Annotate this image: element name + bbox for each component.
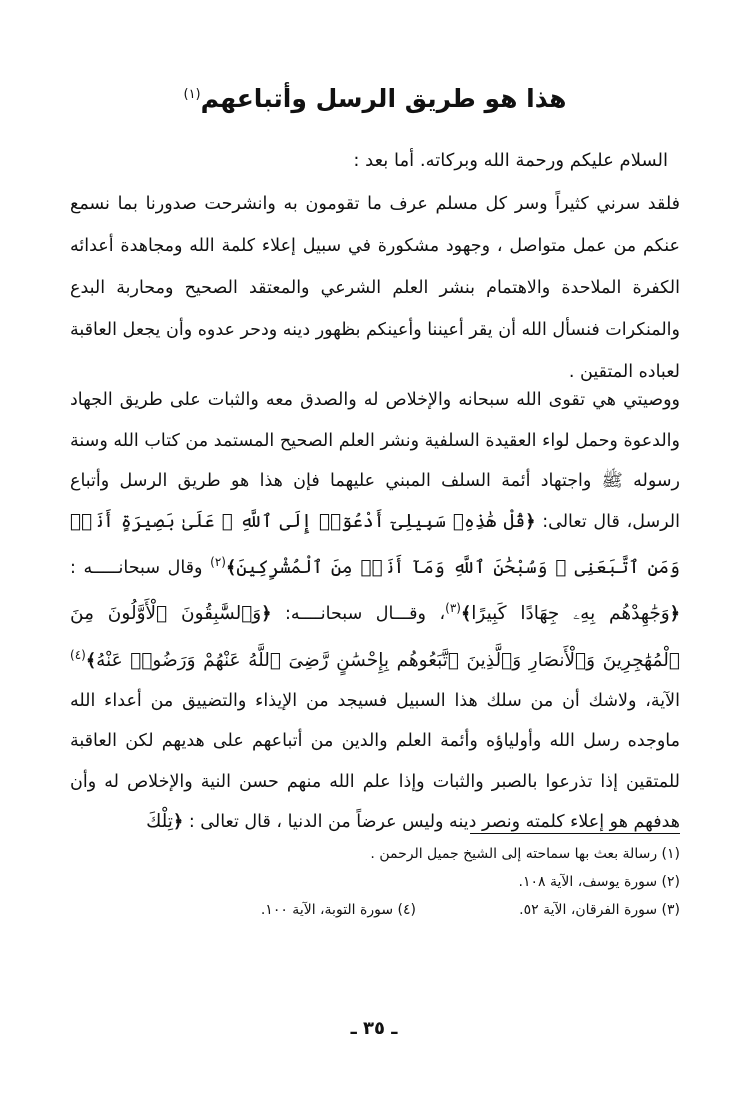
verse-close-bracket: ﴾ xyxy=(460,604,472,625)
paragraph-2-part-4: الآية، ولاشك أن من سلك هذا السبيل فسيجد من الإيذاء والتضييق من أعداء الله ماوجده رسل الله وأولياؤه وأئمة العلم والدين من أتباعهم على هديهم لكن العاقبة للمتقين إذا تذرعوا بالصبر والثبات وإذا علم الله منهم حسن النية والإخلاص له وأن هدفهم هو إعلاء كلمته ونصر دينه وليس عرضاً من الدنيا ، قال تعالى : xyxy=(70,690,680,833)
page-title xyxy=(0,74,748,124)
verse-open-bracket: ﴿ xyxy=(261,604,272,625)
paragraph-2-part-2: وقال سبحانـــــه : xyxy=(70,557,203,578)
footnote-ref-2: (٢) xyxy=(210,555,226,569)
title-footnote-marker: (١) xyxy=(183,87,201,102)
verse-close-bracket: ﴾ xyxy=(225,557,237,578)
greeting-line: السلام عليكم ورحمة الله وبركاته. أما بعد : xyxy=(353,150,668,171)
quran-verse-2: وَجَٰهِدْهُم بِهِۦ جِهَادًا كَبِيرًا xyxy=(471,603,670,625)
footnote-divider xyxy=(470,833,680,834)
paragraph-1: فلقد سرني كثيراً وسر كل مسلم عرف ما تقومون به وانشرحت صدورنا بما نسمع عنكم من عمل متواصل ، وجهود مشكورة في سبيل إعلاء كلمة الله ومجاهدة أعدائه الكفرة الملاحدة والاهتمام بنشر العلم الشرعي والمعتقد الصحيح ومحاربة البدع والمنكرات فنسأل الله أن يقر أعيننا وأعينكم بظهور دينه ودحر عدوه وأن يجعل العاقبة لعباده المتقين . xyxy=(70,194,680,382)
footnote-ref-3: (٣) xyxy=(445,601,461,616)
paragraph-2-part-1: ووصيتي هي تقوى الله سبحانه والإخلاص له والصدق معه والثبات على طريق الجهاد والدعوة وحمل لواء العقيدة السلفية ونشر العلم الصحيح المستمد من كتاب الله وسنة رسوله ﷺ واجتهاد أئمة السلف المبني عليهما فإن هذا هو طريق الرسل وأتباع الرسل، قال تعالى: xyxy=(70,390,680,532)
verse-open-bracket: ﴿ xyxy=(525,511,536,532)
quran-verse-3: وَٱلسَّٰبِقُونَ ٱلْأَوَّلُونَ مِنَ ٱلْمُهَٰجِرِينَ وَٱلْأَنصَارِ وَٱلَّذِينَ ٱتَّبَعُوهُم بِإِحْسَٰنٍ رَّضِىَ ٱللَّهُ عَنْهُمْ وَرَضُوا۟ عَنْهُ xyxy=(70,603,680,671)
paragraph-2 xyxy=(70,380,680,843)
quran-verse-1: قُلْ هَٰذِهِۦ سَبِيلِىٓ أَدْعُوٓا۟ إِلَى ٱللَّهِ ۚ عَلَىٰ بَصِيرَةٍ أَنَا۠ وَمَنِ ٱتَّبَعَنِى ۖ وَسُبْحَٰنَ ٱللَّهِ وَمَآ أَنَا۠ مِنَ ٱلْمُشْرِكِينَ xyxy=(70,510,680,578)
verse-close-bracket: ﴾ xyxy=(85,650,97,671)
footnote-1: (١) رسالة بعث بها سماحته إلى الشيخ جميل الرحمن . xyxy=(370,846,680,862)
verse-open-bracket: ﴿ xyxy=(172,812,184,833)
footnote-3: (٣) سورة الفرقان، الآية ٥٢. xyxy=(519,902,680,918)
verse-open-bracket: ﴿ xyxy=(669,604,680,625)
page-number: ـ ٣٥ ـ xyxy=(350,1018,398,1039)
footnote-ref-4: (٤) xyxy=(70,647,86,662)
footnote-4: (٤) سورة التوبة، الآية ١٠٠. xyxy=(260,902,416,918)
paragraph-2-part-3: ، وقـــال سبحانــــه: xyxy=(285,604,446,625)
quran-verse-4-start: تِلْكَ xyxy=(146,811,173,833)
title-text: هذا هو طريق الرسل وأتباعهم xyxy=(200,84,567,113)
footnote-2: (٢) سورة يوسف، الآية ١٠٨. xyxy=(518,874,680,890)
